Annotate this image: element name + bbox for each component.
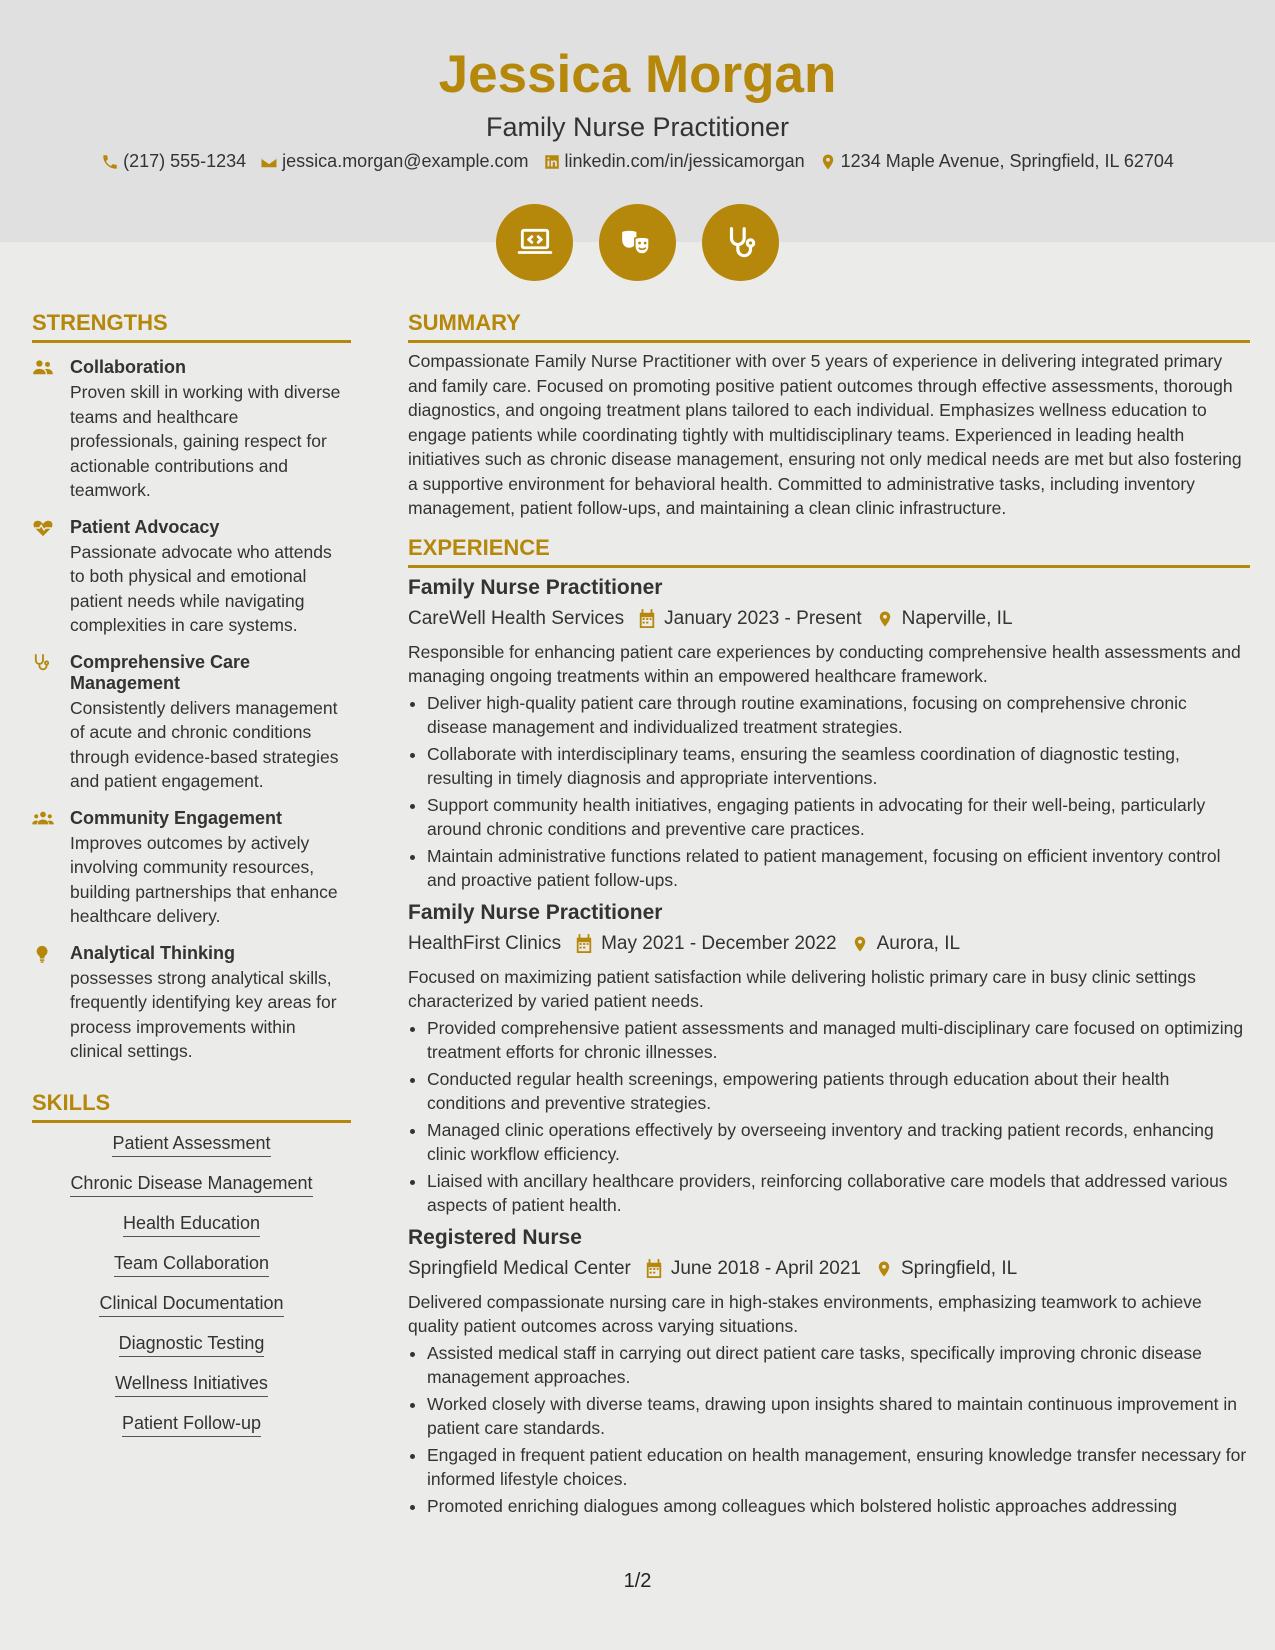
- skill-label: Diagnostic Testing: [119, 1333, 265, 1357]
- theater-masks-icon: [619, 224, 657, 262]
- phone-text: (217) 555-1234: [123, 151, 247, 171]
- bullet-item: • Assisted medical staff in carrying out direct patient care tasks, specifically improving chronic disease management approaches.: [427, 1341, 1250, 1390]
- strength-name: Patient Advocacy: [70, 516, 220, 537]
- lightbulb-icon: [32, 945, 54, 963]
- strength-name: Community Engagement: [70, 807, 283, 828]
- job-dates: [645, 1254, 861, 1284]
- badge-laptop: [496, 204, 573, 281]
- company-text: HealthFirst Clinics: [408, 932, 562, 954]
- right-column: [408, 310, 1250, 1520]
- strength-desc: possesses strong analytical skills, frequently identifying key areas for process improvements within clinical settings.: [70, 967, 337, 1061]
- job-dates: [575, 929, 837, 959]
- location-text: Naperville, IL: [901, 607, 1013, 629]
- bullet-item: • Provided comprehensive patient assessments and managed multi-disciplinary care focused on optimizing treatment efforts for chronic illnesses.: [427, 1016, 1250, 1065]
- job-entry: [408, 899, 1250, 1218]
- skill-item: [32, 1173, 351, 1194]
- heartbeat-icon: [32, 519, 54, 537]
- contact-email[interactable]: [260, 151, 528, 172]
- skill-item: [32, 1293, 351, 1314]
- dates-text: January 2023 - Present: [664, 607, 862, 629]
- job-meta: [408, 1254, 1250, 1284]
- email-text: jessica.morgan@example.com: [282, 151, 529, 171]
- job-bullets: [408, 1341, 1250, 1519]
- skill-item: [32, 1213, 351, 1234]
- job-desc: Responsible for enhancing patient care experiences by conducting comprehensive health assessments and managing ongoing treatments within an empowered healthcare framework.: [408, 641, 1241, 686]
- strength-desc: Passionate advocate who attends to both physical and emotional patient needs while navigating complexities in care systems.: [70, 541, 332, 635]
- users-icon: [32, 359, 54, 377]
- badge-row: [0, 204, 1275, 281]
- skills-heading: SKILLS: [32, 1090, 351, 1123]
- stethoscope-icon: [32, 654, 54, 672]
- skills-list: [32, 1133, 351, 1434]
- skill-label: Health Education: [123, 1213, 260, 1237]
- skill-label: Clinical Documentation: [99, 1293, 283, 1317]
- strength-desc: Proven skill in working with diverse teams and healthcare professionals, gaining respect for actionable contributions and teamwork.: [70, 382, 341, 500]
- map-marker-icon: [875, 1259, 893, 1279]
- job-desc: Delivered compassionate nursing care in high-stakes environments, emphasizing teamwork to achieve quality patient outcomes across varying situations.: [408, 1291, 1202, 1336]
- location-text: Aurora, IL: [876, 932, 961, 954]
- job-entry: [408, 1224, 1250, 1519]
- job-company: [408, 604, 624, 634]
- job-location: [876, 604, 1013, 634]
- candidate-title: Family Nurse Practitioner: [485, 112, 790, 142]
- dates-text: June 2018 - April 2021: [670, 1257, 861, 1279]
- job-bullets: [408, 1016, 1250, 1218]
- job-dates: [638, 604, 862, 634]
- bullet-item: • Conducted regular health screenings, empowering patients through education about their health conditions and preventive strategies.: [427, 1067, 1250, 1116]
- strength-item: [32, 517, 351, 638]
- job-title: Family Nurse Practitioner: [408, 575, 663, 599]
- dates-text: May 2021 - December 2022: [601, 932, 837, 954]
- strength-item: [32, 808, 351, 929]
- phone-icon: [101, 153, 119, 171]
- location-text: Springfield, IL: [900, 1257, 1018, 1279]
- bullet-item: • Managed clinic operations effectively by overseeing inventory and tracking patient records, enhancing clinic workflow efficiency.: [427, 1118, 1250, 1167]
- candidate-name: Jessica Morgan: [438, 45, 837, 104]
- badge-stethoscope: [702, 204, 779, 281]
- contact-bar: [0, 151, 1275, 172]
- skill-label: Patient Assessment: [112, 1133, 270, 1157]
- skill-label: Chronic Disease Management: [70, 1173, 312, 1197]
- map-marker-icon: [851, 934, 869, 954]
- skill-label: Wellness Initiatives: [115, 1373, 268, 1397]
- calendar-icon: [638, 609, 656, 629]
- strength-name: Analytical Thinking: [70, 942, 236, 963]
- strength-name: Comprehensive Care Management: [70, 651, 251, 693]
- job-title: Registered Nurse: [408, 1225, 582, 1249]
- bullet-item: • Collaborate with interdisciplinary teams, ensuring the seamless coordination of diagnostic testing, resulting in timely diagnosis and appropriate interventions.: [427, 742, 1250, 791]
- strength-item: [32, 943, 351, 1064]
- linkedin-text: linkedin.com/in/jessicamorgan: [564, 151, 805, 171]
- bullet-item: • Worked closely with diverse teams, drawing upon insights shared to maintain continuous improvement in patient care standards.: [427, 1392, 1250, 1441]
- experience-heading: EXPERIENCE: [408, 535, 1250, 568]
- bullet-item: • Liaised with ancillary healthcare providers, reinforcing collaborative care models that addressed various aspects of patient health.: [427, 1169, 1250, 1218]
- skill-item: [32, 1333, 351, 1354]
- job-entry: [408, 574, 1250, 893]
- left-column: [32, 310, 351, 1453]
- job-meta: [408, 929, 1250, 959]
- address-text: 1234 Maple Avenue, Springfield, IL 62704: [840, 151, 1174, 171]
- job-company: [408, 1254, 631, 1284]
- group-icon: [32, 810, 54, 828]
- job-company: [408, 929, 561, 959]
- company-text: Springfield Medical Center: [408, 1257, 631, 1279]
- map-marker-icon: [876, 609, 894, 629]
- job-desc: Focused on maximizing patient satisfaction while delivering holistic primary care in busy clinic settings characterized by varied patient needs.: [408, 966, 1196, 1011]
- strength-desc: Improves outcomes by actively involving community resources, building partnerships that enhance healthcare delivery.: [70, 832, 338, 926]
- bullet-item: • Deliver high-quality patient care through routine examinations, focusing on comprehensive chronic disease management and individualized treatment strategies.: [427, 691, 1250, 740]
- stethoscope-icon: [722, 224, 760, 262]
- page-number: 1/2: [623, 1570, 652, 1592]
- bullet-item: • Engaged in frequent patient education on health management, ensuring knowledge transfer necessary for informed lifestyle choices.: [427, 1443, 1250, 1492]
- strengths-heading: STRENGTHS: [32, 310, 351, 343]
- job-meta: [408, 604, 1250, 634]
- job-title: Family Nurse Practitioner: [408, 900, 663, 924]
- contact-address: [819, 151, 1174, 172]
- bullet-item: • Maintain administrative functions related to patient management, focusing on efficient inventory control and proactive patient follow-ups.: [427, 844, 1250, 893]
- skill-item: [32, 1373, 351, 1394]
- skill-label: Team Collaboration: [114, 1253, 269, 1277]
- strength-name: Collaboration: [70, 357, 186, 377]
- job-location: [851, 929, 960, 959]
- bullet-item: • Support community health initiatives, engaging patients in advocating for their well-being, particularly around chronic conditions and preventive care practices.: [427, 793, 1250, 842]
- skill-label: Patient Follow-up: [122, 1413, 261, 1437]
- contact-phone[interactable]: [101, 151, 246, 172]
- badge-masks: [599, 204, 676, 281]
- skill-item: [32, 1133, 351, 1154]
- calendar-icon: [645, 1259, 663, 1279]
- contact-linkedin[interactable]: [543, 151, 805, 172]
- map-marker-icon: [819, 153, 837, 171]
- summary-heading: SUMMARY: [408, 310, 1250, 343]
- envelope-icon: [260, 153, 278, 171]
- bullet-item: • Promoted enriching dialogues among colleagues which bolstered holistic approaches addressing: [427, 1494, 1250, 1519]
- skill-item: [32, 1253, 351, 1274]
- calendar-icon: [575, 934, 593, 954]
- laptop-code-icon: [516, 224, 554, 262]
- strength-item: [32, 357, 351, 503]
- summary-text: Compassionate Family Nurse Practitioner with over 5 years of experience in delivering integrated primary and family care. Focused on promoting positive patient outcomes through effective assessments, thorough diagnostics, and ongoing treatment plans tailored to each individual. Emphasizes wellness education to engage patients while coordinating tightly with multidisciplinary teams. Experienced in leading health initiatives such as chronic disease management, ensuring not only medical needs are met but also fostering a supportive environment for behavioral health. Committed to administrative tasks, including inventory management, patient follow-ups, and maintaining a clean clinic infrastructure.: [408, 351, 1242, 518]
- linkedin-icon: [543, 153, 561, 171]
- strength-item: [32, 652, 351, 794]
- skill-item: [32, 1413, 351, 1434]
- job-location: [875, 1254, 1017, 1284]
- job-bullets: [408, 691, 1250, 893]
- strength-desc: Consistently delivers management of acute and chronic conditions through evidence-based strategies and patient engagement.: [70, 697, 339, 791]
- company-text: CareWell Health Services: [408, 607, 625, 629]
